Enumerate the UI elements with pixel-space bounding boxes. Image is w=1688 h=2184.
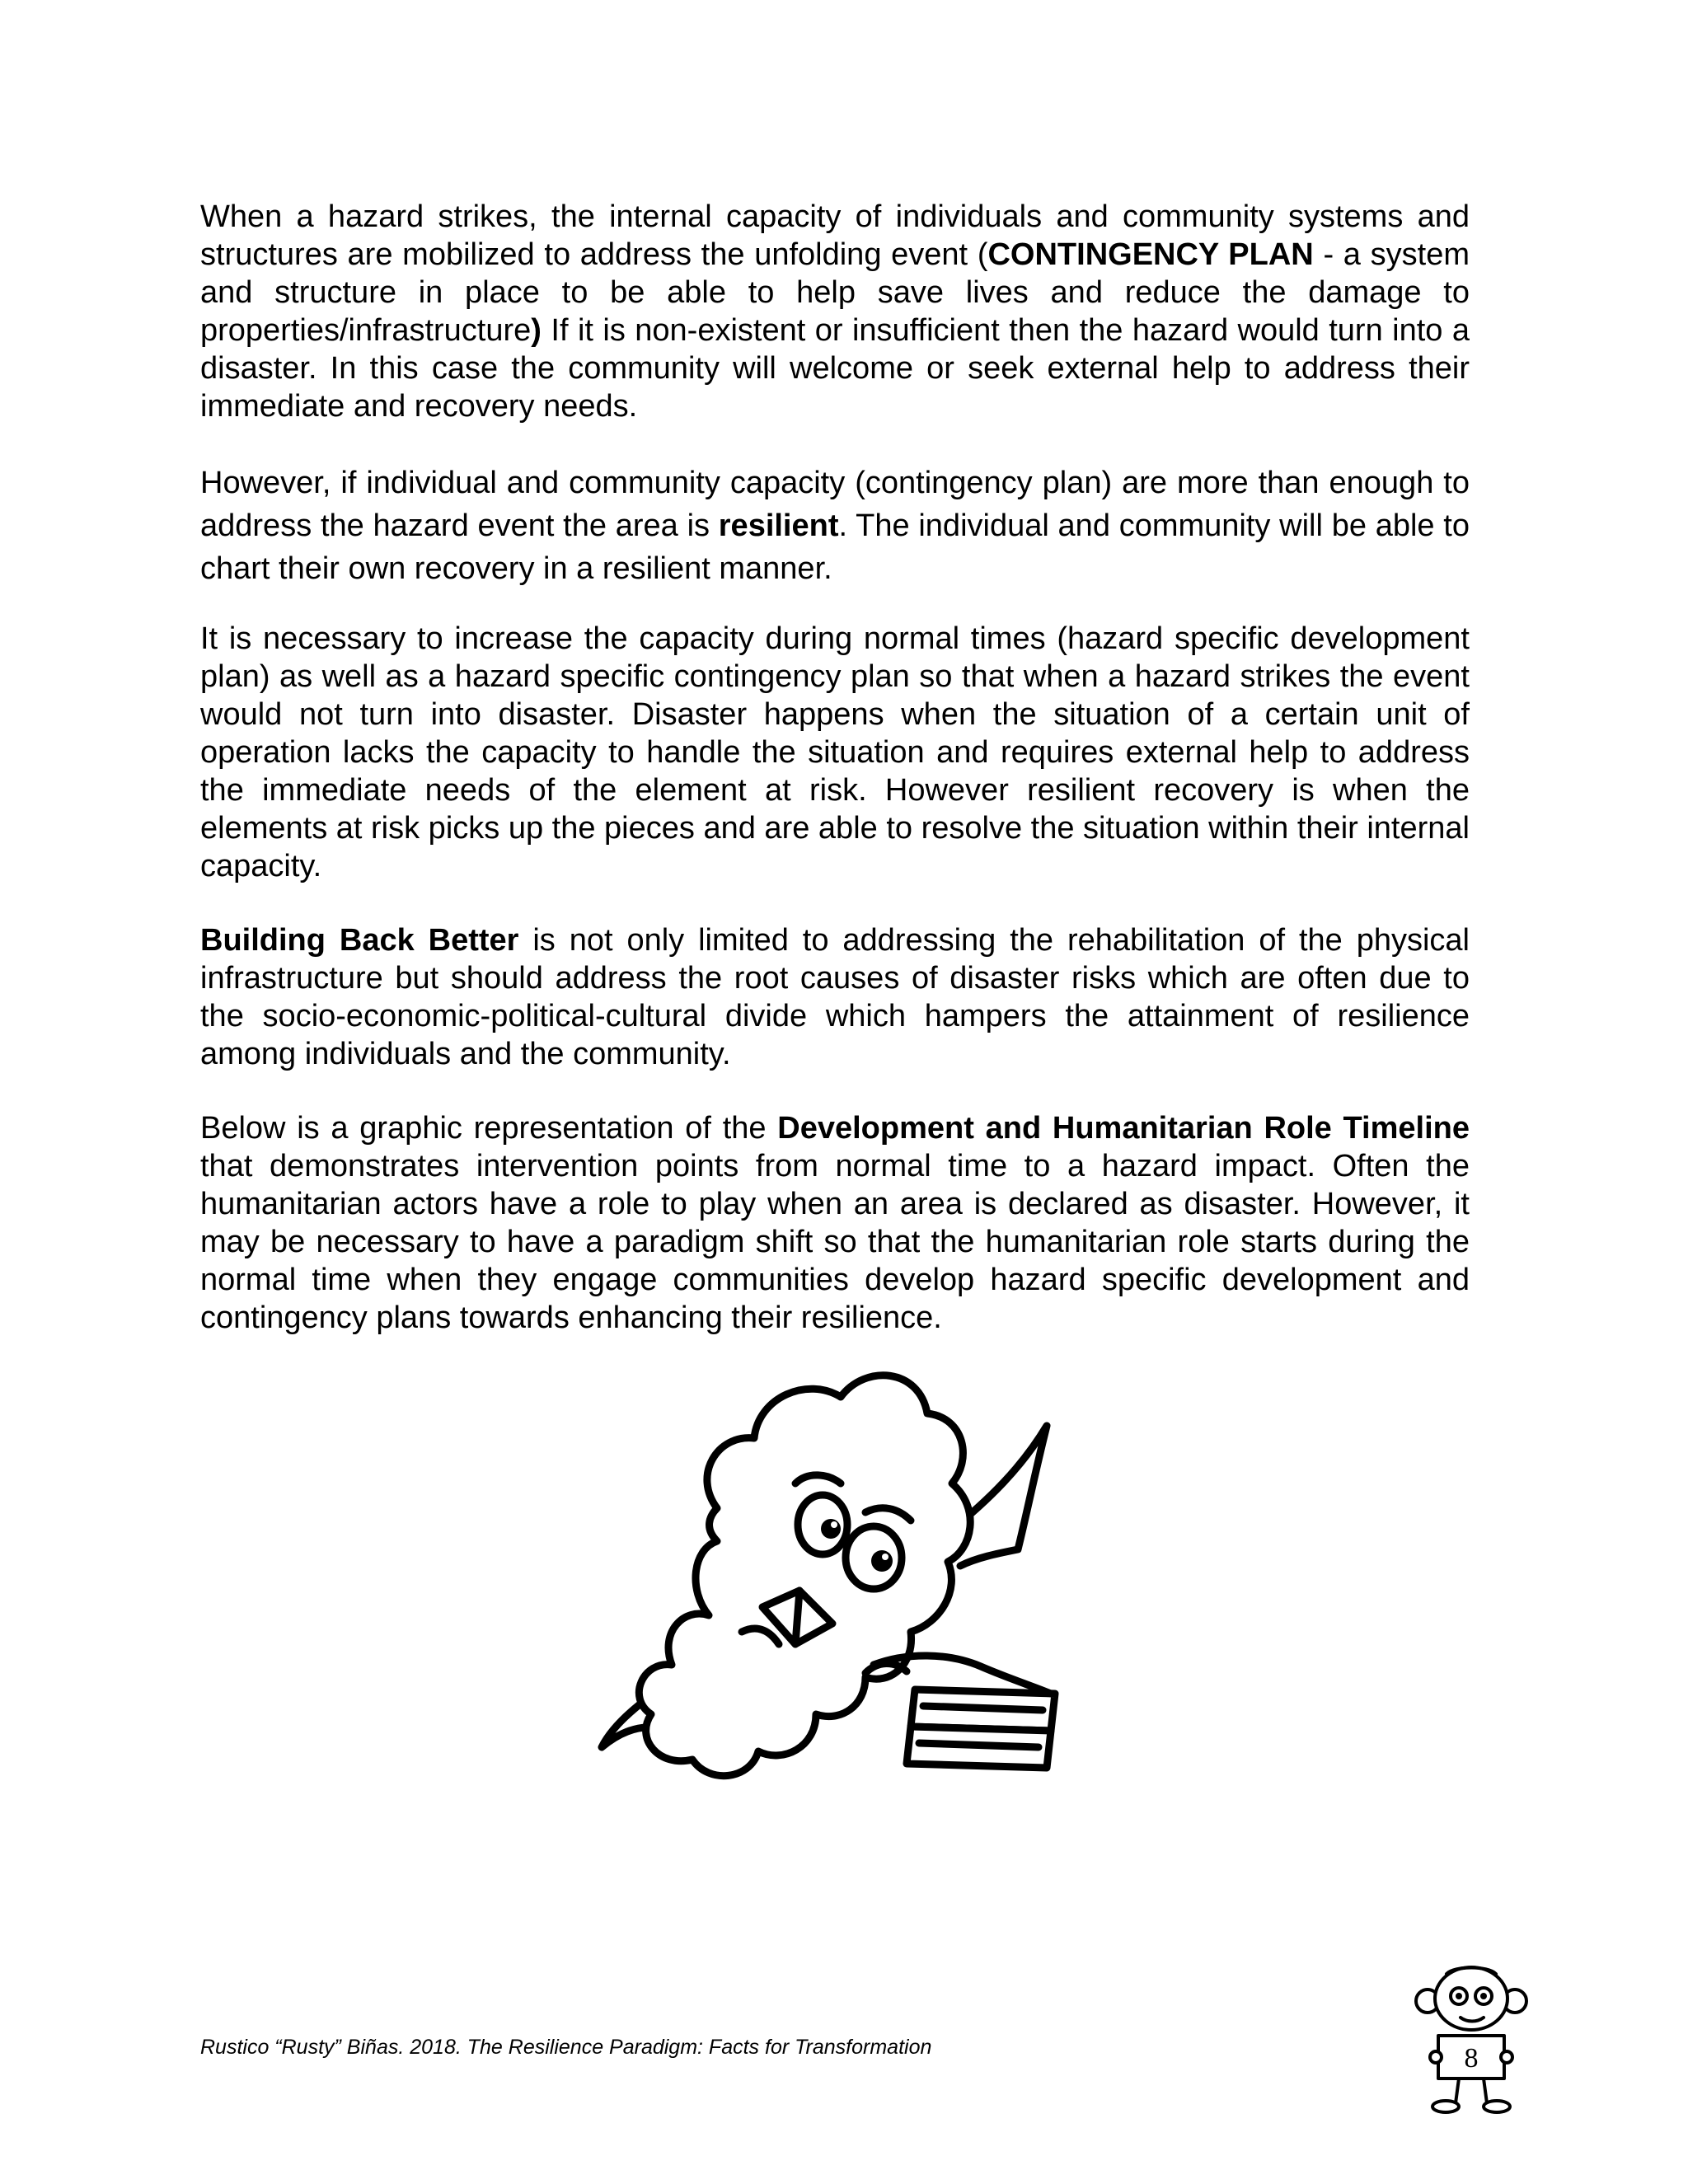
body-text [200,198,1470,1337]
page-number: 8 [1464,2043,1479,2074]
paragraph-timeline: Below is a graphic representation of the Development and Humanitarian Role Timeline that demonstrates intervention points from normal time to a hazard impact. Often the humanitarian actors have a role to play when an area is declared as disaster. However, it may be necessary to have a paradigm shift so that the humanitarian role starts during the normal time when they engage communities develop hazard specific development and contingency plans towards enhancing their resilience. [200,1111,1470,1335]
footer-citation: Rustico “Rusty” Biñas. 2018. The Resilience Paradigm: Facts for Transformation [200,2036,932,2059]
paragraph-resilient: However, if individual and community capacity (contingency plan) are more than enough to address the hazard event the area is resilient. The individual and community will be able to chart their own recovery in a resilient manner. [200,466,1470,586]
character-holding-sign-icon [1409,1953,1533,2118]
paragraph-capacity: It is necessary to increase the capacity during normal times (hazard specific development plan) as well as a hazard specific contingency plan so that when a hazard strikes the event would not turn into disaster. Disaster happens when the situation of a certain unit of operation lacks the capacity to handle the situation and requires external help to address the immediate needs of the element at risk. However resilient recovery is when the elements at risk picks up the pieces and are able to resolve the situation within their internal capacity. [200,621,1470,883]
term-timeline: Development and Humanitarian Role Timeline [777,1111,1470,1146]
term-resilient: resilient [718,509,839,543]
cloud-character-reading-icon [593,1360,1104,1838]
term-building-back-better: Building Back Better [200,923,519,958]
term-contingency-plan: CONTINGENCY PLAN [987,237,1314,272]
paragraph-building-back-better: Building Back Better is not only limited to addressing the rehabilitation of the physical infrastructure but should address the root causes of disaster risks which are often due to the socio-economic-political-cultural divide which hampers the attainment of resilience among individuals and the community. [200,923,1470,1071]
paragraph-contingency: When a hazard strikes, the internal capacity of individuals and community systems and structures are mobilized to address the unfolding event (CONTINGENCY PLAN - a system and structure in place to be able to help save lives and reduce the damage to properties/infrastructure) If it is non-existent or insufficient then the hazard would turn into a disaster. In this case the community will welcome or seek external help to address their immediate and recovery needs. [200,199,1470,424]
